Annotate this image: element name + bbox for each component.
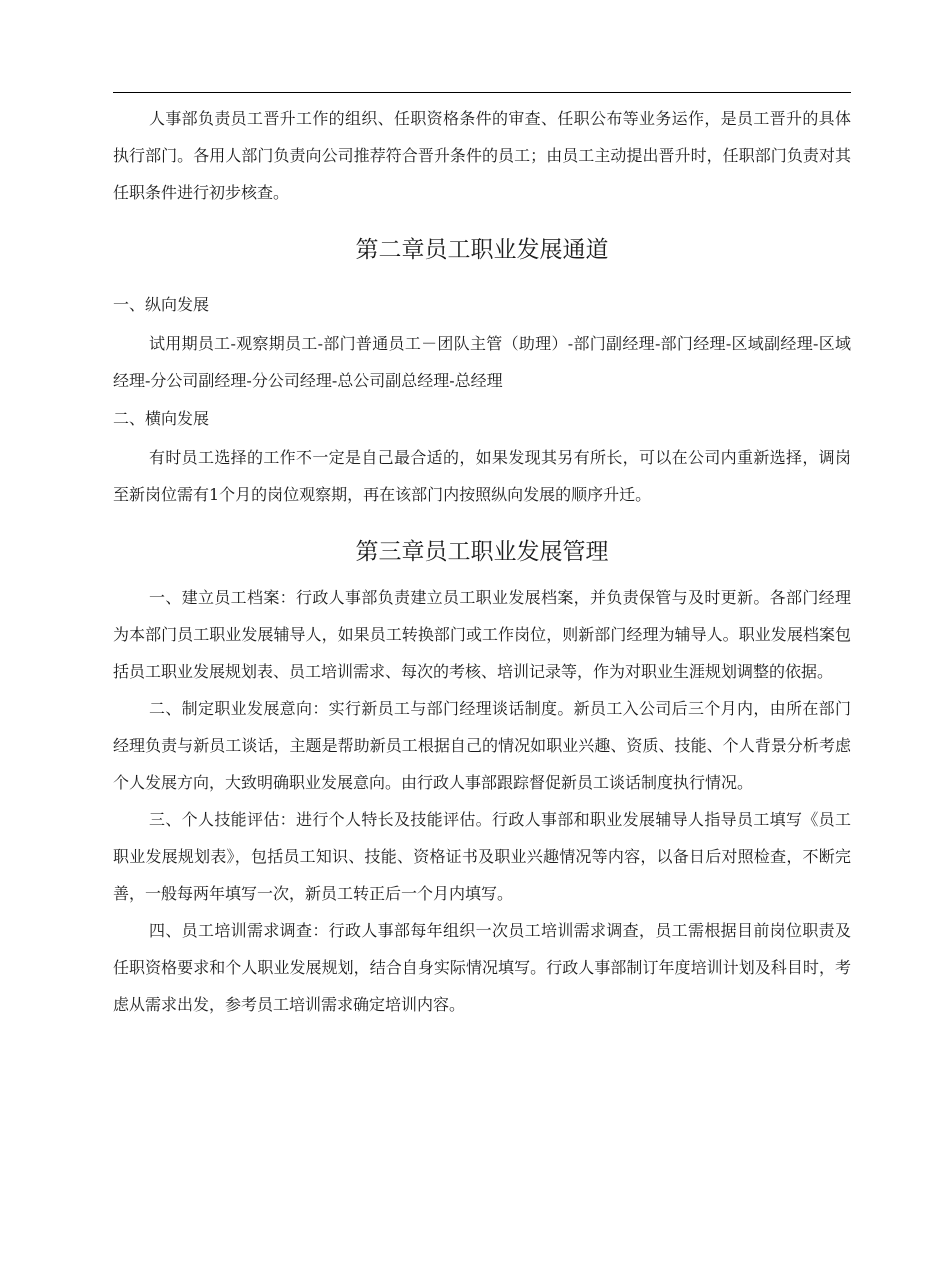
section-horizontal-text: 有时员工选择的工作不一定是自己最合适的，如果发现其另有所长，可以在公司内重新选择，调岗至新岗位需有1个月的岗位观察期，再在该部门内按照纵向发展的顺序升迁。 [113, 448, 851, 504]
chapter-3-item-intent: 二、制定职业发展意向：实行新员工与部门经理谈话制度。新员工入公司后三个月内，由所在部门经理负责与新员工谈话，主题是帮助新员工根据自己的情况如职业兴趣、资质、技能、个人背景分析考虑个人发展方向，大致明确职业发展意向。由行政人事部跟踪督促新员工谈话制度执行情况。 [113, 699, 851, 792]
section-vertical-text: 试用期员工-观察期员工-部门普通员工－团队主管（助理）-部门副经理-部门经理-区域副经理-区域经理-分公司副经理-分公司经理-总公司副总经理-总经理 [113, 334, 851, 390]
chapter-2-title: 第二章员工职业发展通道 [355, 237, 609, 263]
chapter-3-item-archives: 一、建立员工档案：行政人事部负责建立员工职业发展档案，并负责保管与及时更新。各部门经理为本部门员工职业发展辅导人，如果员工转换部门或工作岗位，则新部门经理为辅导人。职业发展档案包括员工职业发展规划表、员工培训需求、每次的考核、培训记录等，作为对职业生涯规划调整的依据。 [113, 588, 851, 681]
document-body [113, 100, 851, 1023]
chapter-3-item-skills: 三、个人技能评估：进行个人特长及技能评估。行政人事部和职业发展辅导人指导员工填写《员工职业发展规划表》，包括员工知识、技能、资格证书及职业兴趣情况等内容，以备日后对照检查，不断完善，一般每两年填写一次，新员工转正后一个月内填写。 [113, 810, 851, 903]
chapter-3-title: 第三章员工职业发展管理 [355, 539, 609, 565]
section-vertical-heading: 一、纵向发展 [113, 295, 210, 314]
header-rule [113, 92, 851, 93]
chapter-3-item-training: 四、员工培训需求调查：行政人事部每年组织一次员工培训需求调查，员工需根据目前岗位职责及任职资格要求和个人职业发展规划，结合自身实际情况填写。行政人事部制订年度培训计划及科目时，考虑从需求出发，参考员工培训需求确定培训内容。 [113, 921, 851, 1014]
section-horizontal-heading: 二、横向发展 [113, 409, 210, 428]
intro-paragraph: 人事部负责员工晋升工作的组织、任职资格条件的审查、任职公布等业务运作，是员工晋升的具体执行部门。各用人部门负责向公司推荐符合晋升条件的员工；由员工主动提出晋升时，任职部门负责对其任职条件进行初步核查。 [113, 109, 851, 202]
